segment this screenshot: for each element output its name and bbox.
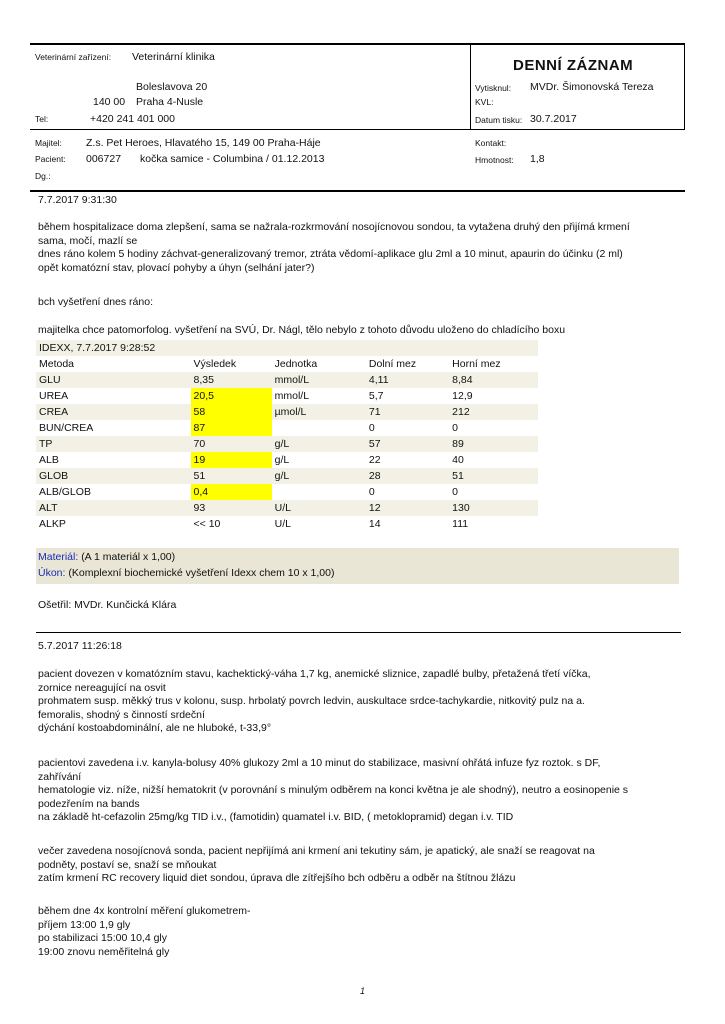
document-title: DENNÍ ZÁZNAM [513, 57, 634, 74]
hmotnost-value: 1,8 [530, 153, 545, 165]
ukon-label: Úkon: [38, 567, 66, 579]
entry-separator [36, 632, 681, 633]
cell-dolni-mez: 28 [366, 468, 449, 484]
table-header-row [36, 356, 538, 372]
ukon-value: (Komplexní biochemické vyšetření Idexx chem 10 x 1,00) [68, 567, 335, 579]
cell-metoda: TP [36, 436, 191, 452]
cell-jednotka [272, 484, 366, 500]
cell-metoda: CREA [36, 404, 191, 420]
table-row [36, 388, 538, 404]
entry2-paragraph-4 [38, 905, 698, 959]
header-divider [470, 43, 471, 130]
tel-label: Tel: [35, 114, 49, 124]
ukon-line [38, 567, 334, 579]
cell-horni-mez: 0 [449, 420, 538, 436]
cell-jednotka: g/L [272, 452, 366, 468]
address-city: Praha 4-Nusle [136, 96, 204, 108]
cell-vysledek: 8,35 [191, 372, 272, 388]
text-line: na základě ht-cefazolin 25mg/kg TID i.v., (famotidin) quamatel i.v. BID, ( metoklopramid) degan i.v. TID [38, 811, 514, 823]
cell-dolni-mez: 0 [366, 420, 449, 436]
cell-vysledek: 20,5 [191, 388, 272, 404]
cell-vysledek: 19 [191, 452, 272, 468]
vytiskl-label: Vytisknul: [475, 83, 512, 93]
header-mid-rule [30, 129, 685, 130]
cell-vysledek: 58 [191, 404, 272, 420]
cell-metoda: ALT [36, 500, 191, 516]
cell-dolni-mez: 57 [366, 436, 449, 452]
cell-horni-mez: 212 [449, 404, 538, 420]
text-line: prohmatem susp. měkký trus v kolonu, susp. hrbolatý povrch ledvin, auskultace srdce-tachykardie, nitkovitý pulz na a. [38, 695, 585, 707]
text-line: dnes ráno kolem 5 hodiny záchvat-generalizovaný tremor, ztráta vědomí-aplikace glu 2ml a 10 minut, apaurin do účinku (2 ml) [38, 248, 623, 260]
cell-dolni-mez: 0 [366, 484, 449, 500]
cell-dolni-mez: 5,7 [366, 388, 449, 404]
cell-metoda: GLOB [36, 468, 191, 484]
kvl-label: KVL: [475, 97, 494, 107]
entry2-paragraph-3 [38, 845, 698, 886]
header-jednotka: Jednotka [272, 356, 366, 372]
table-row [36, 452, 538, 468]
cell-dolni-mez: 4,11 [366, 372, 449, 388]
cell-vysledek: 87 [191, 420, 272, 436]
cell-metoda: ALB/GLOB [36, 484, 191, 500]
material-value: (A 1 materiál x 1,00) [81, 551, 176, 563]
entry2-paragraph-1 [38, 668, 698, 736]
table-row [36, 436, 538, 452]
cell-horni-mez: 111 [449, 516, 538, 532]
cell-vysledek: 70 [191, 436, 272, 452]
table-title: IDEXX, 7.7.2017 9:28:52 [36, 340, 538, 356]
cell-horni-mez: 51 [449, 468, 538, 484]
header-right-border [684, 43, 685, 130]
cell-horni-mez: 89 [449, 436, 538, 452]
text-line: večer zavedena nosojícnová sonda, pacient nepřijímá ani krmení ani tekutiny sám, je apatický, ale snaží se reagovat na [38, 845, 595, 857]
text-line: příjem 13:00 1,9 gly [38, 918, 131, 931]
cell-metoda: UREA [36, 388, 191, 404]
cell-dolni-mez: 14 [366, 516, 449, 532]
majitel-value: Z.s. Pet Heroes, Hlavatého 15, 149 00 Praha-Háje [86, 137, 321, 149]
header-top-rule [30, 43, 685, 45]
table-row [36, 500, 538, 516]
entry2-paragraph-2 [38, 757, 698, 825]
datum-label: Datum tisku: [475, 115, 523, 125]
cell-jednotka [272, 420, 366, 436]
header-vysledek: Výsledek [191, 356, 272, 372]
vytiskl-value: MVDr. Šimonovská Tereza [530, 81, 654, 93]
osetril: Ošetřil: MVDr. Kunčická Klára [38, 599, 177, 611]
cell-dolni-mez: 12 [366, 500, 449, 516]
table-row [36, 404, 538, 420]
cell-jednotka: U/L [272, 516, 366, 532]
pacient-id: 006727 [86, 153, 122, 165]
cell-metoda: GLU [36, 372, 191, 388]
zarizeni-label: Veterinární zařízení: [35, 52, 112, 62]
table-row [36, 420, 538, 436]
text-line: podezřením na bands [38, 797, 140, 810]
cell-jednotka: µmol/L [272, 404, 366, 420]
cell-metoda: ALB [36, 452, 191, 468]
text-line: dýchání kostoabdominální, ale ne hluboké, t-33,9° [38, 722, 272, 734]
header-dolni-mez: Dolní mez [366, 356, 449, 372]
table-row [36, 372, 538, 388]
text-line: během dne 4x kontrolní měření glukometrem- [38, 905, 251, 917]
text-line: po stabilizaci 15:00 10,4 gly [38, 932, 167, 944]
text-line: hematologie viz. níže, nižší hematokrit (v porovnání s minulým odběrem na konci května je ale shodný), neutro a eosinopenie s [38, 784, 629, 796]
text-line: podněty, postaví se, snaží se mňoukat [38, 858, 217, 871]
cell-jednotka: g/L [272, 468, 366, 484]
page-number: 1 [360, 986, 366, 996]
header-metoda: Metoda [36, 356, 191, 372]
cell-vysledek: 0,4 [191, 484, 272, 500]
material-label: Materiál: [38, 551, 79, 563]
cell-dolni-mez: 71 [366, 404, 449, 420]
entry2-datetime: 5.7.2017 11:26:18 [38, 640, 122, 652]
entry1-paragraph-2: bch vyšetření dnes ráno: [38, 296, 153, 308]
zarizeni-value: Veterinární klinika [132, 51, 215, 63]
cell-vysledek: 51 [191, 468, 272, 484]
table-row [36, 468, 538, 484]
table-title-row [36, 340, 538, 356]
cell-horni-mez: 0 [449, 484, 538, 500]
hmotnost-label: Hmotnost: [475, 155, 514, 165]
text-line: zornice nereagující na osvit [38, 681, 166, 694]
cell-jednotka: g/L [272, 436, 366, 452]
text-line: opět komatózní stav, plovací pohyby a úhyn (selhání jater?) [38, 261, 315, 274]
address-zip: 140 00 [93, 96, 126, 108]
address-street: Boleslavova 20 [136, 81, 208, 93]
header-horni-mez: Horní mez [449, 356, 538, 372]
text-line: zahřívání [38, 770, 82, 783]
cell-horni-mez: 12,9 [449, 388, 538, 404]
text-line: pacientovi zavedena i.v. kanyla-bolusy 40% glukozy 2ml a 10 minut do stabilizace, masivní ohřátá infuze fyz roztok. s DF, [38, 757, 601, 769]
text-line: femoralis, shodný s činností srdeční [38, 708, 205, 721]
majitel-label: Majitel: [35, 138, 62, 148]
entry1-paragraph-1 [38, 221, 698, 275]
cell-horni-mez: 130 [449, 500, 538, 516]
cell-vysledek: << 10 [191, 516, 272, 532]
cell-horni-mez: 8,84 [449, 372, 538, 388]
table-row [36, 484, 538, 500]
entry1-datetime: 7.7.2017 9:31:30 [38, 194, 117, 206]
text-line: během hospitalizace doma zlepšení, sama se nažrala-rozkrmování nosojícnovou sondou, ta vytažena druhý den přijímá krmení [38, 221, 630, 233]
kontakt-label: Kontakt: [475, 138, 507, 148]
dg-label: Dg.: [35, 171, 51, 181]
pacient-value: kočka samice - Columbina / 01.12.2013 [140, 153, 325, 165]
header-bottom-rule [30, 190, 685, 192]
text-line: 19:00 znovu neměřitelná gly [38, 945, 170, 958]
text-line: sama, močí, mazlí se [38, 234, 138, 247]
cell-horni-mez: 40 [449, 452, 538, 468]
cell-jednotka: mmol/L [272, 372, 366, 388]
text-line: pacient dovezen v komatózním stavu, kachektický-váha 1,7 kg, anemické sliznice, zapadlé bulby, přetažená třetí víčka, [38, 668, 591, 680]
table-row [36, 516, 538, 532]
idexx-results-table [36, 340, 538, 532]
cell-dolni-mez: 22 [366, 452, 449, 468]
entry1-paragraph-3: majitelka chce patomorfolog. vyšetření na SVÚ, Dr. Nágl, tělo nebylo z tohoto důvodu uloženo do chladícího boxu [38, 324, 566, 336]
datum-value: 30.7.2017 [530, 113, 577, 125]
material-line [38, 551, 175, 563]
text-line: zatím krmení RC recovery liquid diet sondou, úprava dle zítřejšího bch odběru a odběr na štítnou žlázu [38, 872, 516, 884]
cell-jednotka: U/L [272, 500, 366, 516]
cell-vysledek: 93 [191, 500, 272, 516]
cell-jednotka: mmol/L [272, 388, 366, 404]
pacient-label: Pacient: [35, 154, 66, 164]
cell-metoda: ALKP [36, 516, 191, 532]
tel-value: +420 241 401 000 [90, 113, 175, 125]
cell-metoda: BUN/CREA [36, 420, 191, 436]
